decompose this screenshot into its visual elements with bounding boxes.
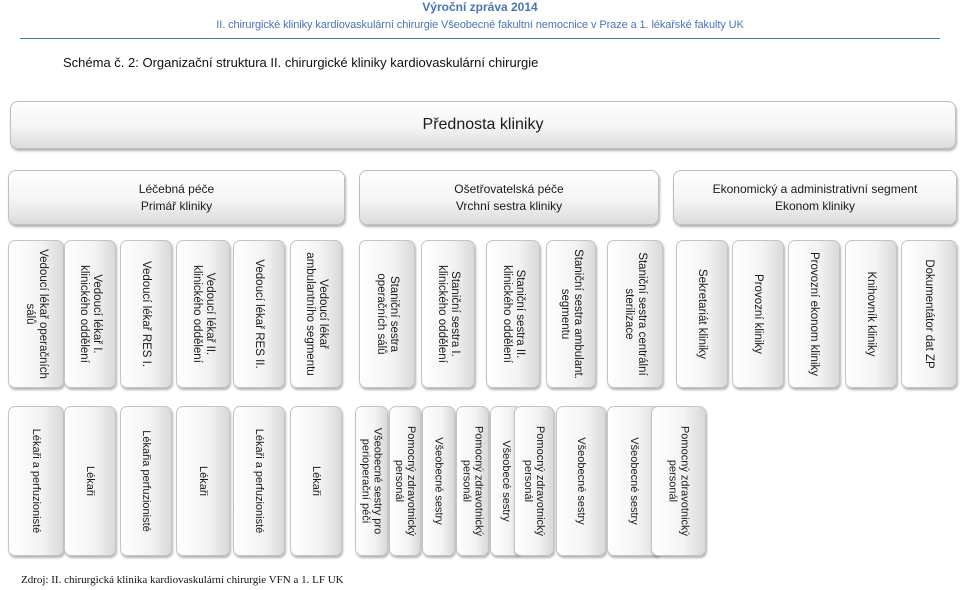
org-node-department-label: segmentu xyxy=(559,288,571,340)
org-node-staff-label: perioperační péči xyxy=(359,438,372,524)
org-node-department-box xyxy=(676,240,728,388)
org-node-department-box xyxy=(607,240,663,388)
org-node-line: Ekonom kliniky xyxy=(774,198,856,213)
org-node-department-box xyxy=(8,240,64,388)
org-node-department-box xyxy=(845,240,897,388)
org-node-department-label: Dokumentátor dat ZP xyxy=(923,259,936,369)
org-node-department-label: Provozní kliniky xyxy=(752,274,765,354)
org-node-department-label: Staniční sestra II. xyxy=(514,269,526,359)
org-node-department-label: Vedoucí lékař operačních xyxy=(37,249,49,379)
source-note: Zdroj: II. chirurgická klinika kardiovaskulární chirurgie VFN a 1. LF UK xyxy=(21,574,344,586)
report-title: Výroční zpráva 2014 xyxy=(422,0,538,14)
org-node-staff-label: Lékaři xyxy=(84,466,96,496)
org-node-department-label: sterilizace xyxy=(623,288,635,340)
org-node-medical-care xyxy=(8,170,345,225)
org-node-staff-label: personál xyxy=(666,459,679,503)
org-node-staff-label: Lékaři xyxy=(310,466,322,496)
header-divider xyxy=(20,38,940,39)
org-node-staff-label: Všeobecné sestry pro xyxy=(371,427,384,535)
org-node-department-box xyxy=(120,240,172,388)
org-node-head-of-clinic xyxy=(10,101,956,149)
org-node-staff-label: Pomocný zdravotnický xyxy=(472,425,485,537)
org-node-staff-label: Všeobecné sestry xyxy=(432,437,445,525)
org-node-department-box xyxy=(64,240,116,388)
org-node-department-label: Vedoucí lékař II. xyxy=(204,272,216,356)
org-node-staff-label: Pomocný zdravotnický xyxy=(534,425,546,537)
org-node-department-box xyxy=(176,240,230,388)
org-node-staff-box xyxy=(355,406,388,556)
org-node-department-label: Knihovník kliniky xyxy=(865,271,878,357)
org-node-staff-box xyxy=(514,406,554,556)
org-node-staff-label: Všeobecné sestry xyxy=(575,437,587,525)
org-node-line: Léčebná péče xyxy=(138,181,215,196)
org-node-department-label: Vedoucí lékař RES I. xyxy=(140,260,153,368)
org-node-department-box xyxy=(359,240,415,388)
org-node-staff-label: personál xyxy=(393,459,405,503)
org-node-line: Ekonomický a administrativní segment xyxy=(712,181,918,196)
org-node-line: Vrchní sestra kliniky xyxy=(455,198,563,213)
org-node-department-label: sálů xyxy=(24,303,36,325)
org-node-line: Ošetřovatelská péče xyxy=(454,181,564,196)
org-node-department-label: klinického oddělení xyxy=(191,265,203,363)
org-node-department-box xyxy=(788,240,840,388)
org-node-staff-box xyxy=(422,406,455,556)
org-node-staff-label: Pomocný zdravotnický xyxy=(678,425,691,537)
org-node-department-label: Sekretariát kliniky xyxy=(696,268,709,360)
report-subtitle: II. chirurgické kliniky kardiovaskulární chirurgie Všeobecné fakultní nemocnice v Praze a 1. lékařské fakulty UK xyxy=(216,19,744,31)
org-node-department-label: klinického oddělení xyxy=(501,265,513,363)
org-node-nursing-care xyxy=(359,170,659,225)
org-node-staff-label: personál xyxy=(460,459,473,503)
org-node-line: Primář kliniky xyxy=(140,198,213,213)
org-node-staff-box xyxy=(651,406,706,556)
org-node-staff-box xyxy=(456,406,489,556)
org-node-staff-label: Lékaři a perfuzionisté xyxy=(30,428,42,534)
org-node-staff-box xyxy=(8,406,64,556)
org-node-department-label: Vedoucí lékař RES II. xyxy=(253,259,266,369)
org-node-department-box xyxy=(546,240,596,388)
org-node-staff-box xyxy=(556,406,606,556)
org-node-staff-box xyxy=(176,406,230,556)
org-node-department-box xyxy=(290,240,342,388)
org-node-department-label: Provozní ekonom kliniky xyxy=(808,252,821,376)
org-node-department-label: Staniční sestra centrální xyxy=(636,252,648,376)
org-node-department-box xyxy=(901,240,957,388)
org-node-staff-label: Lékaři a perfuzionisté xyxy=(253,428,265,534)
org-node-department-label: klinického oddělení xyxy=(78,265,90,363)
schema-title: Schéma č. 2: Organizační struktura II. chirurgické kliniky kardiovaskulární chirurgie xyxy=(63,55,539,70)
org-node-department-label: Staniční sestra ambulant. xyxy=(572,249,584,379)
org-node-staff-label: Všeobecé sestry xyxy=(500,440,512,522)
org-node-staff-box xyxy=(389,406,421,556)
org-node-staff-label: Pomocný zdravotnický xyxy=(405,425,417,537)
org-node-label: Přednosta kliniky xyxy=(422,116,544,133)
org-node-staff-box xyxy=(233,406,285,556)
org-node-department-label: klinického oddělení xyxy=(436,265,448,363)
org-node-department-box xyxy=(233,240,285,388)
org-node-staff-box xyxy=(64,406,116,556)
org-node-department-label: Vedoucí lékař I. xyxy=(91,274,103,354)
org-node-department-label: Vedoucí lékař xyxy=(317,279,329,349)
org-node-staff-label: Lékařia perfuzionisté xyxy=(140,430,152,532)
org-node-department-label: Staniční sestra I. xyxy=(449,271,461,357)
org-node-staff-box xyxy=(290,406,342,556)
org-node-staff-box xyxy=(120,406,172,556)
org-node-department-label: operačních sálů xyxy=(375,273,387,355)
org-node-department-label: Staniční sestra xyxy=(388,275,400,353)
org-node-staff-label: personál xyxy=(522,459,534,503)
org-node-department-box xyxy=(486,240,540,388)
org-node-staff-label: Lékaři xyxy=(197,466,209,496)
org-node-department-label: ambulantního segmentu xyxy=(304,252,316,376)
org-node-department-box xyxy=(732,240,784,388)
org-node-department-box xyxy=(421,240,475,388)
org-node-staff-label: Všeobecné sestry xyxy=(628,437,640,525)
org-node-economic-segment xyxy=(673,170,957,225)
